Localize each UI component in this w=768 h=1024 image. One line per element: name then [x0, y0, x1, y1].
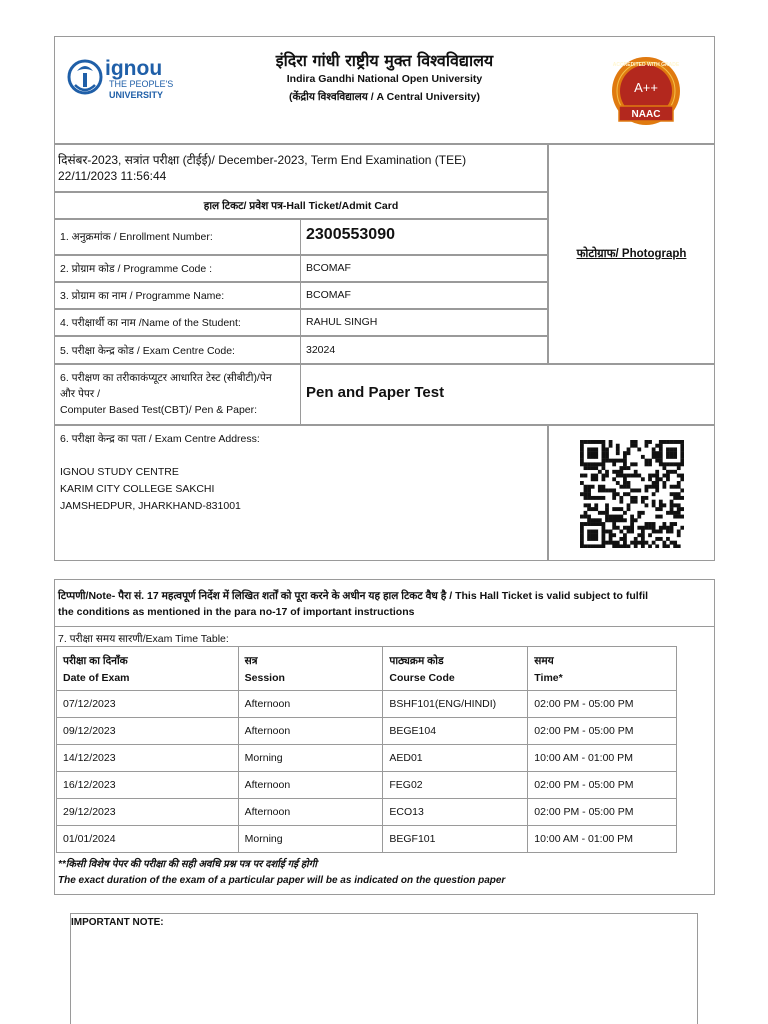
programme-code-row [54, 255, 548, 282]
exam-date: 14/12/2023 [57, 745, 239, 772]
centre-code-row [54, 336, 548, 364]
exam-time: 10:00 AM - 01:00 PM [528, 826, 677, 853]
student-name-row [54, 309, 548, 336]
course-code: FEG02 [383, 772, 528, 799]
naac-grade: A++ [634, 80, 658, 95]
course-code: BEGE104 [383, 718, 528, 745]
centre-code-value: 32024 [306, 344, 336, 356]
university-name-hindi: इंदिरा गांधी राष्ट्रीय मुक्त विश्वविद्यालय [275, 51, 494, 70]
exam-time: 02:00 PM - 05:00 PM [528, 691, 677, 718]
student-name-value: RAHUL SINGH [306, 316, 378, 328]
exam-session: Afternoon [238, 799, 383, 826]
hall-ticket-heading: हाल टिकट/ प्रवेश पत्र-Hall Ticket/Admit Card [203, 200, 399, 212]
exam-title-row [54, 144, 548, 192]
timetable-header-row [57, 647, 677, 691]
naac-ring-text: ACCREDITED WITH GRADE [612, 62, 680, 68]
print-datetime: 22/11/2023 11:56:44 [58, 169, 167, 183]
programme-name-row [54, 282, 548, 309]
logo-tagline-1: THE PEOPLE'S [109, 79, 174, 89]
header-time: समय Time* [528, 647, 677, 691]
validity-note: टिप्पणी/Note- पैरा सं. 17 महत्वपूर्ण निर्देश में लिखित शर्तों को पूरा करने के अधीन यह हाल टिकट वैध है / This Hall Ticket is valid subject to fulfil the conditions as mentioned in the para no-17 of important instructions [58, 590, 649, 618]
exam-time: 10:00 AM - 01:00 PM [528, 745, 677, 772]
exam-mode-value: Pen and Paper Test [306, 384, 445, 401]
programme-name-value: BCOMAF [306, 289, 351, 301]
exam-date: 01/01/2024 [57, 826, 239, 853]
exam-title: दिसंबर-2023, सत्रांत परीक्षा (टीईई)/ December-2023, Term End Examination (TEE) [58, 153, 467, 167]
university-header [54, 36, 715, 144]
exam-time: 02:00 PM - 05:00 PM [528, 718, 677, 745]
naac-label: NAAC [631, 109, 661, 120]
hall-ticket-heading-row [54, 192, 548, 219]
enrollment-number: 2300553090 [306, 226, 395, 243]
table-row [57, 799, 677, 826]
exam-mode-row [54, 364, 715, 425]
course-code: ECO13 [383, 799, 528, 826]
header-date: परीक्षा का दिनाँक Date of Exam [57, 647, 239, 691]
table-row [57, 772, 677, 799]
exam-session: Afternoon [238, 691, 383, 718]
student-name-label: 4. परीक्षार्थी का नाम /Name of the Student: [60, 317, 241, 329]
centre-address-text: IGNOU STUDY CENTRE KARIM CITY COLLEGE SAKCHI JAMSHEDPUR, JHARKHAND-831001 [60, 466, 241, 512]
naac-seal-icon [603, 51, 689, 137]
programme-code-value: BCOMAF [306, 262, 351, 274]
exam-date: 09/12/2023 [57, 718, 239, 745]
table-row [57, 826, 677, 853]
important-note-heading: IMPORTANT NOTE: [71, 917, 164, 928]
photo-label: फोटोग्राफ/ Photograph [576, 248, 687, 260]
exam-mode-label: 6. परीक्षण का तरीकाकंप्यूटर आधारित टेस्ट (सीबीटी)/पेन और पेपर / Computer Based Test(CBT)/ Pen & Paper: [60, 372, 272, 416]
logo-wordmark: ignou [105, 57, 163, 80]
university-name-english: Indira Gandhi National Open University [286, 73, 483, 85]
enrollment-label: 1. अनुक्रमांक / Enrollment Number: [60, 231, 213, 243]
exam-session: Morning [238, 826, 383, 853]
photo-box [548, 144, 715, 364]
qr-code-icon [580, 440, 684, 548]
exam-session: Afternoon [238, 772, 383, 799]
table-row [57, 745, 677, 772]
university-subtitle: (केंद्रीय विश्वविद्यालय / A Central University) [288, 91, 481, 103]
exam-date: 16/12/2023 [57, 772, 239, 799]
course-code: BSHF101(ENG/HINDI) [383, 691, 528, 718]
qr-box [548, 425, 715, 561]
programme-code-label: 2. प्रोग्राम कोड / Programme Code : [60, 263, 213, 275]
exam-timetable [56, 646, 677, 853]
header-session: सत्र Session [238, 647, 383, 691]
exam-date: 29/12/2023 [57, 799, 239, 826]
exam-time: 02:00 PM - 05:00 PM [528, 772, 677, 799]
centre-address-box [54, 425, 548, 561]
centre-code-label: 5. परीक्षा केन्द्र कोड / Exam Centre Code: [60, 345, 235, 357]
table-row [57, 691, 677, 718]
enrollment-row [54, 219, 548, 255]
header-course-code: पाठ्यक्रम कोड Course Code [383, 647, 528, 691]
exam-time: 02:00 PM - 05:00 PM [528, 799, 677, 826]
logo-tagline-2: UNIVERSITY [109, 90, 164, 100]
table-row [57, 718, 677, 745]
important-note-box [70, 913, 698, 1024]
programme-name-label: 3. प्रोग्राम का नाम / Programme Name: [60, 290, 225, 302]
exam-date: 07/12/2023 [57, 691, 239, 718]
timetable-label: 7. परीक्षा समय सारणी/Exam Time Table: [58, 633, 229, 645]
course-code: AED01 [383, 745, 528, 772]
footnote-english: The exact duration of the exam of a particular paper will be as indicated on the question paper [58, 875, 506, 886]
centre-address-label: 6. परीक्षा केन्द्र का पता / Exam Centre Address: [60, 433, 260, 445]
course-code: BEGF101 [383, 826, 528, 853]
exam-session: Afternoon [238, 718, 383, 745]
exam-session: Morning [238, 745, 383, 772]
footnote-hindi: **किसी विशेष पेपर की परीक्षा की सही अवधि प्रश्न पत्र पर दर्शाई गई होगी [58, 859, 317, 870]
